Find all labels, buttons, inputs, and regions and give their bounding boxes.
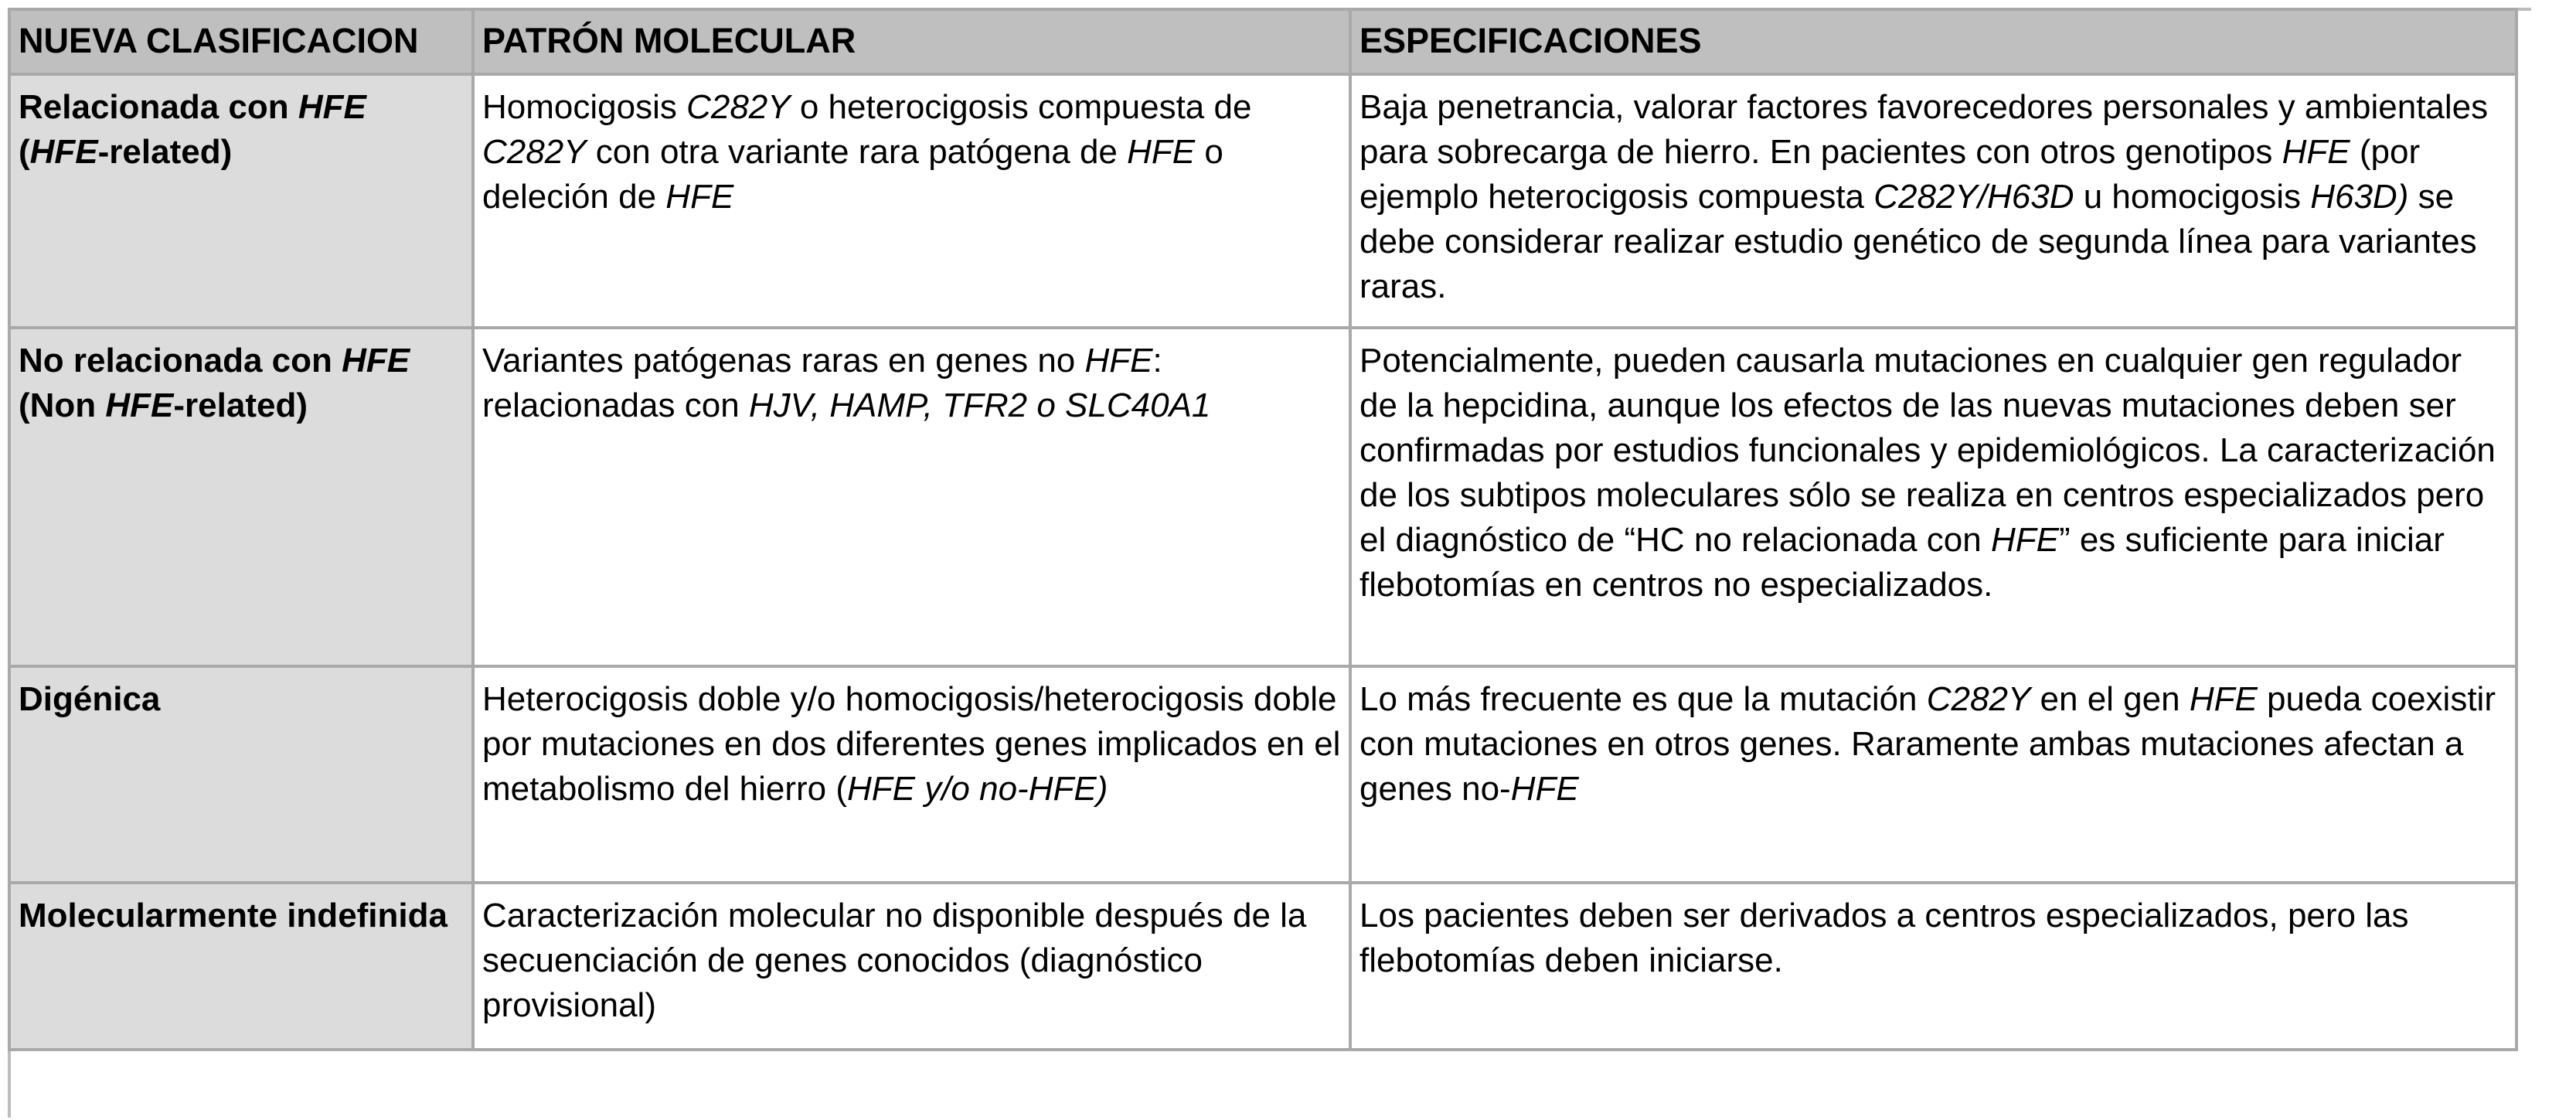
text-run: ” es suficiente para iniciar flebotomías en centros no especializados.: [1359, 521, 2445, 604]
text-run: Los pacientes deben ser derivados a centros especializados, pero las flebotomías deben iniciarse.: [1359, 897, 2409, 979]
especificaciones-cell: [1350, 328, 2516, 666]
classification-table: [8, 8, 2518, 1051]
italic-text-run: HFE: [29, 133, 98, 171]
clasificacion-cell: [9, 666, 473, 883]
clasificacion-cell: [9, 328, 473, 666]
patron-cell: [473, 74, 1350, 328]
text-run: (por ejemplo heterocigosis compuesta: [1359, 133, 2421, 216]
table-row: [9, 666, 2516, 883]
patron-cell: [473, 883, 1350, 1050]
italic-text-run: HFE: [2282, 133, 2350, 171]
text-run: -related): [97, 133, 233, 171]
italic-text-run: HFE: [1084, 342, 1153, 380]
especificaciones-cell: [1350, 74, 2516, 328]
patron-cell: [473, 328, 1350, 666]
header-especificaciones: ESPECIFICACIONES: [1350, 9, 2516, 74]
italic-text-run: HFE: [1127, 133, 1196, 171]
especificaciones-cell: [1350, 666, 2516, 883]
table-row: [9, 328, 2516, 666]
italic-text-run: C282Y/H63D: [1873, 178, 2074, 216]
header-nueva-clasificacion: NUEVA CLASIFICACION: [9, 9, 473, 74]
text-run: o heterocigosis compuesta de: [790, 88, 1252, 126]
clasificacion-cell: [9, 883, 473, 1050]
text-run: Baja penetrancia, valorar factores favorecedores personales y ambientales para sobrecarga de hierro. En pacientes con otros genotipos: [1359, 88, 2489, 171]
italic-text-run: HFE: [1510, 770, 1579, 808]
text-run: Digénica: [19, 680, 161, 718]
text-run: o deleción de: [482, 133, 1223, 216]
italic-text-run: HFE: [665, 178, 734, 216]
text-run: No relacionada con: [19, 342, 342, 380]
italic-text-run: C282Y: [686, 88, 791, 126]
italic-text-run: C282Y: [1926, 680, 2031, 718]
italic-text-run: HJV, HAMP, TFR2 o SLC40A1: [748, 386, 1211, 424]
italic-text-run: H63D): [2310, 178, 2409, 216]
header-patron-molecular: PATRÓN MOLECULAR: [473, 9, 1350, 74]
text-run: : relacionadas con: [482, 342, 1162, 424]
italic-text-run: HFE: [298, 88, 366, 126]
text-run: Variantes patógenas raras en genes no: [482, 342, 1085, 380]
italic-text-run: HFE y/o no-HFE): [846, 770, 1108, 808]
italic-text-run: HFE: [105, 386, 174, 424]
italic-text-run: C282Y: [482, 133, 587, 171]
text-run: Caracterización molecular no disponible después de la secuenciación de genes conocidos (diagnóstico provisional): [482, 897, 1307, 1024]
text-run: Lo más frecuente es que la mutación: [1359, 680, 1927, 718]
text-run: con otra variante rara patógena de: [586, 133, 1128, 171]
text-run: Molecularmente indefinida: [19, 897, 447, 934]
table-header-row: [9, 9, 2516, 74]
text-run: Potencialmente, pueden causarla mutaciones en cualquier gen regulador de la hepcidina, aunque los efectos de las nuevas mutaciones deben ser confirmadas por estudios funcionales y epidemiológicos. La caracterización de los subtipos moleculares sólo se realiza en centros especializados pero el diagnóstico de “HC no relacionada con: [1359, 342, 2496, 559]
text-run: (: [19, 133, 30, 171]
table-row: [9, 883, 2516, 1050]
especificaciones-cell: [1350, 883, 2516, 1050]
italic-text-run: HFE: [2189, 680, 2258, 718]
text-run: (Non: [19, 386, 106, 424]
text-run: en el gen: [2030, 680, 2190, 718]
italic-text-run: HFE: [1990, 521, 2059, 559]
clasificacion-cell: [9, 74, 473, 328]
text-run: se debe considerar realizar estudio genético de segunda línea para variantes raras.: [1359, 178, 2477, 305]
text-run: u homocigosis: [2074, 178, 2311, 216]
text-run: pueda coexistir con mutaciones en otros genes. Raramente ambas mutaciones afectan a genes no-: [1359, 680, 2496, 808]
text-run: -related): [173, 386, 308, 424]
patron-cell: [473, 666, 1350, 883]
text-run: Heterocigosis doble y/o homocigosis/heterocigosis doble por mutaciones en dos diferentes genes implicados en el metabolismo del hierro (: [482, 680, 1341, 808]
text-run: Relacionada con: [19, 88, 298, 126]
table-row: [9, 74, 2516, 328]
italic-text-run: HFE: [342, 342, 410, 380]
text-run: Homocigosis: [482, 88, 687, 126]
